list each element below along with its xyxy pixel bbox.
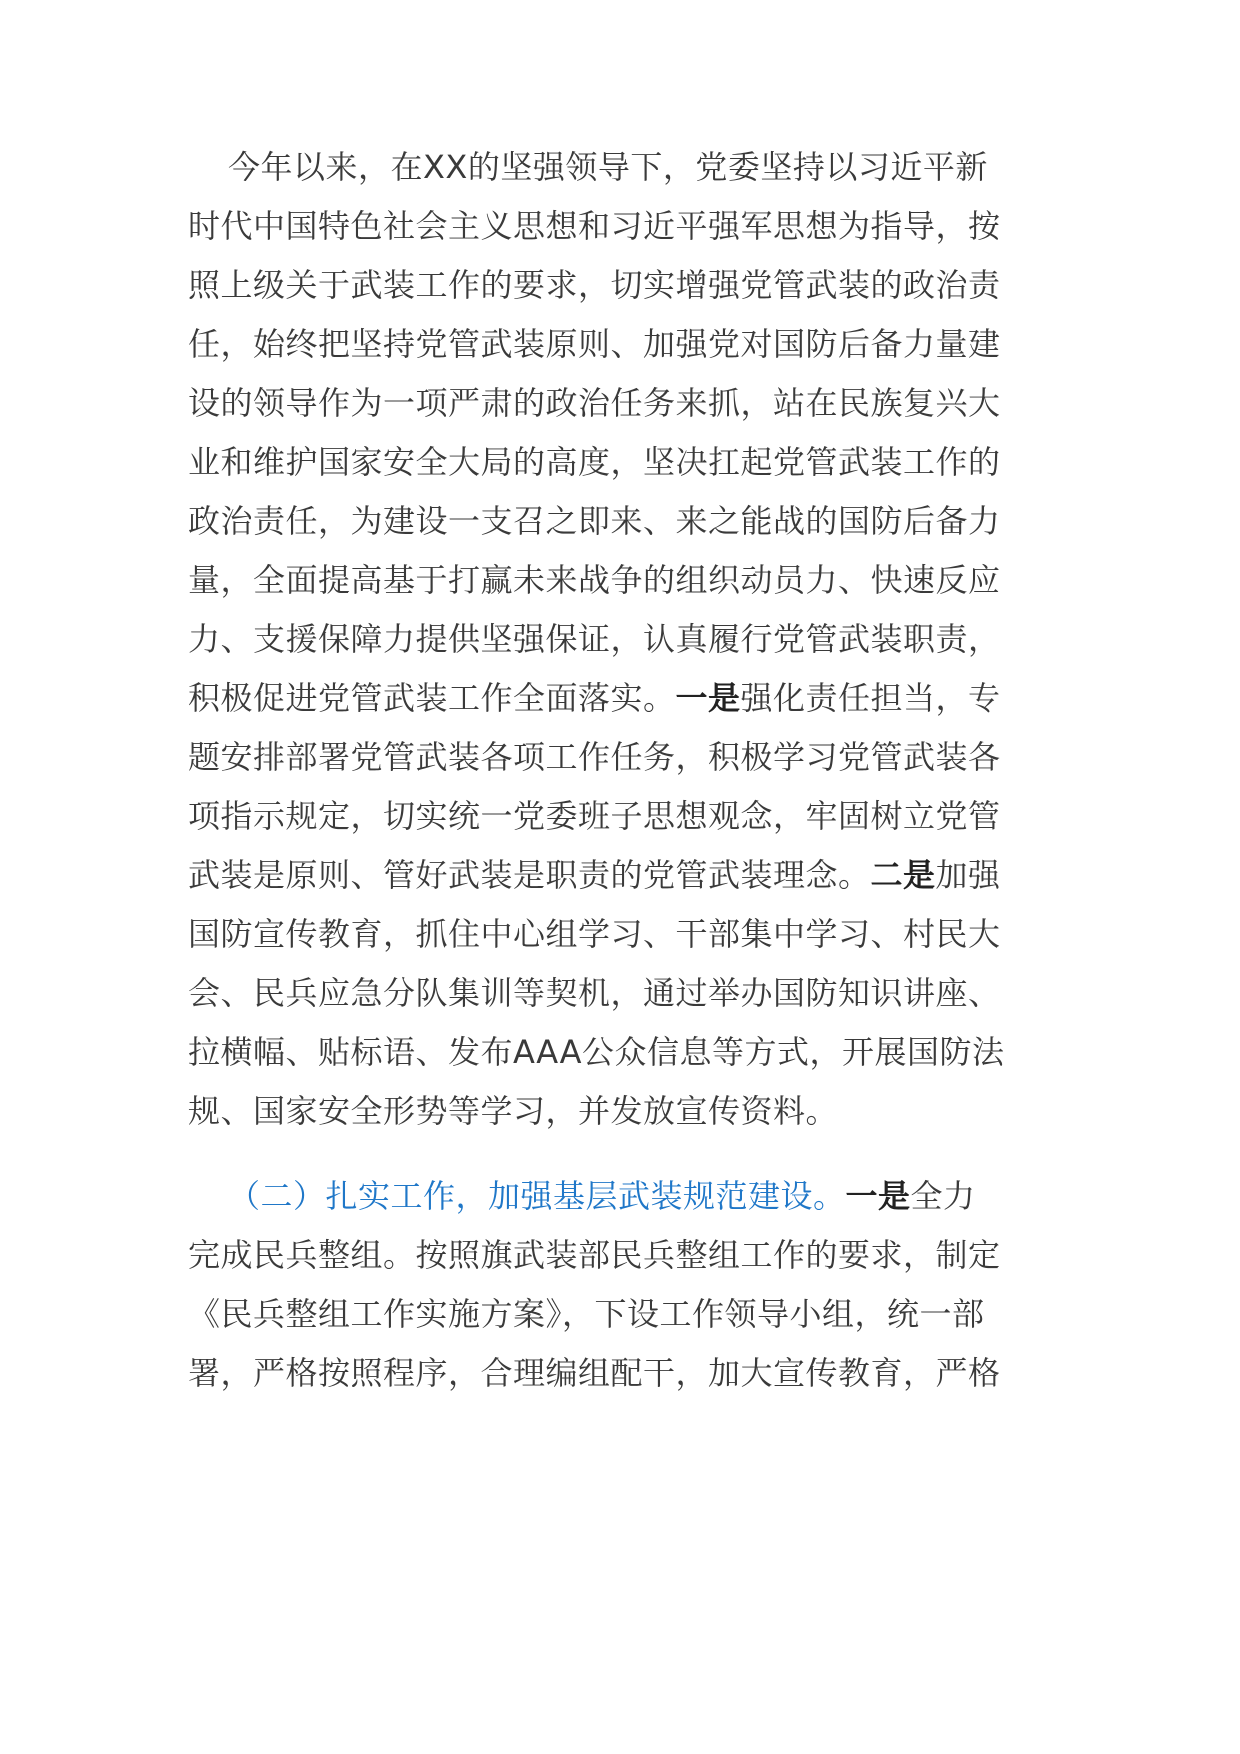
text-line: 力、支援保障力提供坚强保证，认真履行党管武装职责， [188,620,1001,658]
text-line: 署，严格按照程序，合理编组配干，加大宣传教育，严格 [188,1354,1001,1392]
text-line: 完成民兵整组。按照旗武装部民兵整组工作的要求，制定 [188,1236,1001,1274]
text-line: 今年以来，在XX的坚强领导下，党委坚持以习近平新 [228,148,988,186]
bold-lead: 一是 [845,1177,911,1215]
text-line: 国防宣传教育，抓住中心组学习、干部集中学习、村民大 [188,915,1001,953]
text-line: 《民兵整组工作实施方案》，下设工作领导小组，统一部 [188,1295,985,1333]
text-line: 业和维护国家安全大局的高度，坚决扛起党管武装工作的 [188,443,1001,481]
section-heading: （二）扎实工作，加强基层武装规范建设。 [228,1177,846,1215]
text-line: 拉横幅、贴标语、发布AAA公众信息等方式，开展国防法 [188,1033,1005,1071]
text-line: 设的领导作为一项严肃的政治任务来抓，站在民族复兴大 [188,384,1001,422]
bold-lead: 二是 [870,856,936,894]
text-line: 项指示规定，切实统一党委班子思想观念，牢固树立党管 [188,797,1001,835]
text-line: 题安排部署党管武装各项工作任务，积极学习党管武装各 [188,738,1001,776]
text-line: 会、民兵应急分队集训等契机，通过举办国防知识讲座、 [188,974,1001,1012]
text-line: 规、国家安全形势等学习，并发放宣传资料。 [188,1092,839,1130]
text-line: 政治责任，为建设一支召之即来、来之能战的国防后备力 [188,502,1001,540]
text-line: 任，始终把坚持党管武装原则、加强党对国防后备力量建 [188,325,1001,363]
text-line: 时代中国特色社会主义思想和习近平强军思想为指导，按 [188,207,1001,245]
text-line: 照上级关于武装工作的要求，切实增强党管武装的政治责 [188,266,1001,304]
bold-lead: 一是 [675,679,741,717]
text-line: 量，全面提高基于打赢未来战争的组织动员力、快速反应 [188,561,1001,599]
text-line: 积极促进党管武装工作全面落实。一是强化责任担当，专 [188,679,1001,717]
text-line: 武装是原则、管好武装是职责的党管武装理念。二是加强 [188,856,1001,894]
section-heading-line: （二）扎实工作，加强基层武装规范建设。一是全力 [228,1177,976,1215]
